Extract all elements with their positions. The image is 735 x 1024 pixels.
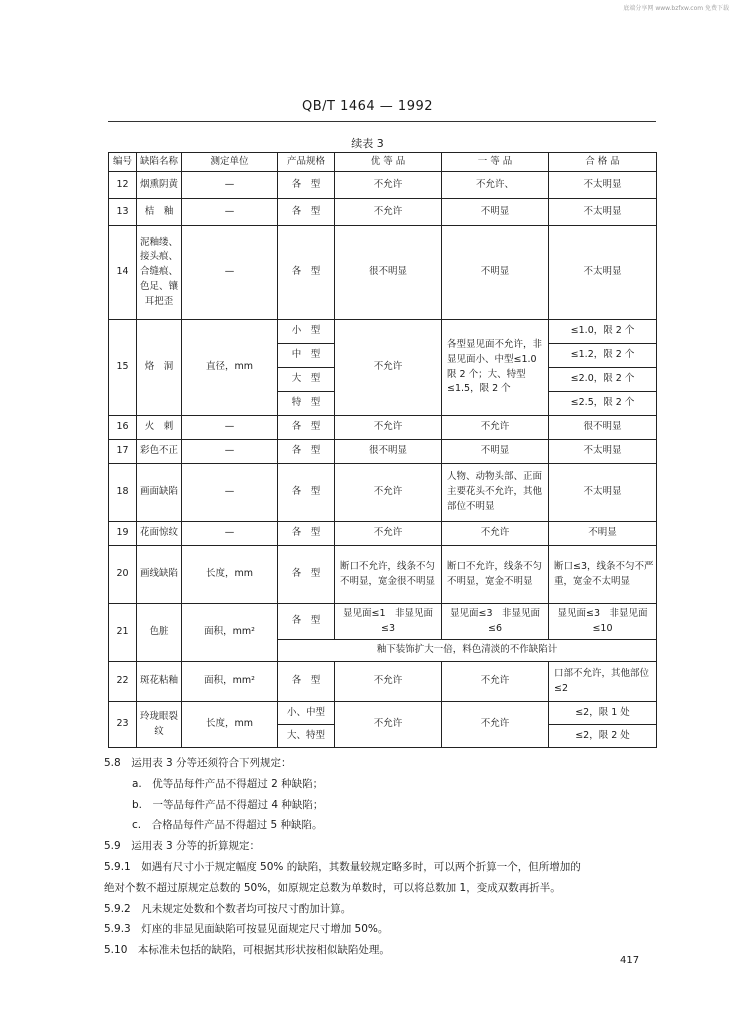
table-row-18: [109, 464, 657, 522]
col-header-qualified-grade: 合 格 品: [549, 153, 657, 172]
cell-first: 不允许: [442, 416, 549, 440]
cell-number: 16: [109, 416, 137, 440]
cell-first: 不明显: [442, 226, 549, 320]
cell-unit: —: [182, 440, 278, 464]
cell-defect-name: 画线缺陷: [137, 546, 182, 604]
cell-qualified: ≤1.2，限 2 个: [549, 344, 657, 368]
cell-unit: —: [182, 226, 278, 320]
cell-qualified: 不太明显: [549, 226, 657, 320]
cell-defect-name: 烙 洞: [137, 320, 182, 416]
cell-unit: 面积，mm²: [182, 604, 278, 662]
clauses-section: [104, 753, 664, 961]
cell-spec: 各 型: [278, 522, 335, 546]
cell-unit: —: [182, 416, 278, 440]
col-header-defect-name: 缺陷名称: [137, 153, 182, 172]
clause-5-9-2: 5.9.2 凡未规定处数和个数者均可按尺寸酌加计算。: [104, 902, 352, 915]
cell-defect-name: 彩色不正: [137, 440, 182, 464]
cell-first: 人物、动物头部、正面主要花头不允许，其他部位不明显: [442, 464, 549, 522]
cell-defect-name: 花面惊纹: [137, 522, 182, 546]
cell-premium: 不允许: [335, 522, 442, 546]
cell-number: 18: [109, 464, 137, 522]
clause-5-8: 5.8 运用表 3 分等还须符合下列规定：: [104, 757, 292, 769]
cell-premium: 不允许: [335, 320, 442, 416]
cell-unit: —: [182, 522, 278, 546]
cell-number: 20: [109, 546, 137, 604]
cell-premium: 不允许: [335, 702, 442, 748]
cell-defect-name: 斑花粘釉: [137, 662, 182, 702]
cell-unit: —: [182, 199, 278, 226]
cell-qualified: 不太明显: [549, 464, 657, 522]
cell-first: 显见面≤3 非显见面≤6: [442, 604, 549, 640]
standard-number-header: QB/T 1464 — 1992: [301, 99, 434, 114]
cell-defect-name: 桔 釉: [137, 199, 182, 226]
cell-unit: 面积，mm²: [182, 662, 278, 702]
cell-defect-name: 画面缺陷: [137, 464, 182, 522]
cell-number: 15: [109, 320, 137, 416]
cell-spec: 特 型: [278, 392, 335, 416]
cell-first: 不明显: [442, 440, 549, 464]
table-row-16: [109, 416, 657, 440]
table-header-row: [109, 153, 657, 172]
clause-5-9-1-line1: 5.9.1 如遇有尺寸小于规定幅度 50% 的缺陷，其数量较规定略多时，可以两个折算一个，但所增加的: [104, 860, 581, 873]
cell-spec: 大 型: [278, 368, 335, 392]
defect-grading-table: [108, 152, 657, 748]
cell-unit: 直径，mm: [182, 320, 278, 416]
cell-qualified: 不太明显: [549, 172, 657, 199]
cell-spec: 各 型: [278, 440, 335, 464]
cell-unit: —: [182, 464, 278, 522]
table-row-17: [109, 440, 657, 464]
cell-qualified: ≤2.0，限 2 个: [549, 368, 657, 392]
cell-qualified: 不明显: [549, 522, 657, 546]
cell-spec: 小 型: [278, 320, 335, 344]
cell-qualified: ≤2.5，限 2 个: [549, 392, 657, 416]
cell-premium: 显见面≤1 非显见面≤3: [335, 604, 442, 640]
cell-qualified: 断口≤3，线条不匀不严重，宽金不太明显: [549, 546, 657, 604]
cell-spec: 大、特型: [278, 725, 335, 748]
col-header-number: 编号: [109, 153, 137, 172]
cell-number: 19: [109, 522, 137, 546]
cell-spec: 各 型: [278, 464, 335, 522]
cell-spec: 小、中型: [278, 702, 335, 725]
clause-5-10: 5.10 本标准未包括的缺陷，可根据其形状按相似缺陷处理。: [104, 944, 390, 957]
cell-unit: 长度，mm: [182, 702, 278, 748]
cell-defect-name: 火 刺: [137, 416, 182, 440]
cell-qualified: 显见面≤3 非显见面≤10: [549, 604, 657, 640]
cell-spec: 各 型: [278, 172, 335, 199]
cell-first: 不允许: [442, 702, 549, 748]
cell-qualified: 不太明显: [549, 440, 657, 464]
table-row-21: [109, 604, 657, 640]
cell-defect-name: 泥釉缕、接头痕、合缝痕、色足、镶耳把歪: [137, 226, 182, 320]
table-title: 续表 3: [351, 137, 384, 150]
cell-premium: 断口不允许，线条不匀不明显，宽金很不明显: [335, 546, 442, 604]
cell-spec: 各 型: [278, 416, 335, 440]
cell-first: 不允许: [442, 662, 549, 702]
clause-5-8-a: a. 优等品每件产品不得超过 2 种缺陷；: [132, 777, 324, 790]
cell-number: 13: [109, 199, 137, 226]
cell-defect-name: 色脏: [137, 604, 182, 662]
cell-qualified: ≤2，限 2 处: [549, 725, 657, 748]
cell-qualified: ≤1.0，限 2 个: [549, 320, 657, 344]
clause-5-8-b: b. 一等品每件产品不得超过 4 种缺陷；: [132, 798, 324, 811]
watermark-text: 底端分享网 www.bzfxw.com 免费下载: [623, 5, 729, 12]
clause-5-9: 5.9 运用表 3 分等的折算规定：: [104, 840, 261, 853]
cell-spec: 各 型: [278, 226, 335, 320]
header-rule: [108, 121, 656, 122]
cell-spec: 各 型: [278, 604, 335, 640]
cell-premium: 不允许: [335, 416, 442, 440]
col-header-unit: 测定单位: [182, 153, 278, 172]
clause-5-9-3: 5.9.3 灯座的非显见面缺陷可按显见面规定尺寸增加 50%。: [104, 923, 389, 936]
cell-number: 14: [109, 226, 137, 320]
cell-note: 釉下装饰扩大一倍，料色清淡的不作缺陷计: [278, 640, 657, 662]
clause-5-9-1-line2: 绝对个数不超过原规定总数的 50%，如原规定总数为单数时，可以将总数加 1，变成双数再折半。: [104, 881, 561, 894]
cell-premium: 很不明显: [335, 226, 442, 320]
cell-premium: 不允许: [335, 662, 442, 702]
cell-qualified: 很不明显: [549, 416, 657, 440]
table-row-20: [109, 546, 657, 604]
cell-spec: 各 型: [278, 662, 335, 702]
table-row-22: [109, 662, 657, 702]
cell-spec: 中 型: [278, 344, 335, 368]
clause-5-8-c: c. 合格品每件产品不得超过 5 种缺陷。: [132, 819, 323, 832]
table-row-12: [109, 172, 657, 199]
table-row-14: [109, 226, 657, 320]
cell-premium: 不允许: [335, 199, 442, 226]
cell-defect-name: 烟熏阴黄: [137, 172, 182, 199]
cell-spec: 各 型: [278, 199, 335, 226]
cell-premium: 不允许: [335, 464, 442, 522]
cell-number: 22: [109, 662, 137, 702]
col-header-spec: 产品规格: [278, 153, 335, 172]
cell-premium: 很不明显: [335, 440, 442, 464]
cell-premium: 不允许: [335, 172, 442, 199]
cell-first: 不允许、: [442, 172, 549, 199]
table-row-15: [109, 320, 657, 344]
table-row-23: [109, 702, 657, 725]
cell-unit: —: [182, 172, 278, 199]
cell-number: 17: [109, 440, 137, 464]
col-header-first-grade: 一 等 品: [442, 153, 549, 172]
table-row-19: [109, 522, 657, 546]
cell-qualified: 口部不允许，其他部位≤2: [549, 662, 657, 702]
table-row-13: [109, 199, 657, 226]
cell-first: 断口不允许，线条不匀不明显，宽金不明显: [442, 546, 549, 604]
cell-spec: 各 型: [278, 546, 335, 604]
cell-unit: 长度，mm: [182, 546, 278, 604]
col-header-premium-grade: 优 等 品: [335, 153, 442, 172]
cell-first: 不允许: [442, 522, 549, 546]
cell-first: 不明显: [442, 199, 549, 226]
cell-defect-name: 玲珑眼裂纹: [137, 702, 182, 748]
cell-first: 各型显见面不允许，非显见面小、中型≤1.0 限 2 个；大、特型≤1.5，限 2 个: [442, 320, 549, 416]
cell-number: 21: [109, 604, 137, 662]
cell-qualified: 不太明显: [549, 199, 657, 226]
cell-number: 12: [109, 172, 137, 199]
cell-number: 23: [109, 702, 137, 748]
page-number: 417: [620, 955, 640, 966]
cell-qualified: ≤2，限 1 处: [549, 702, 657, 725]
